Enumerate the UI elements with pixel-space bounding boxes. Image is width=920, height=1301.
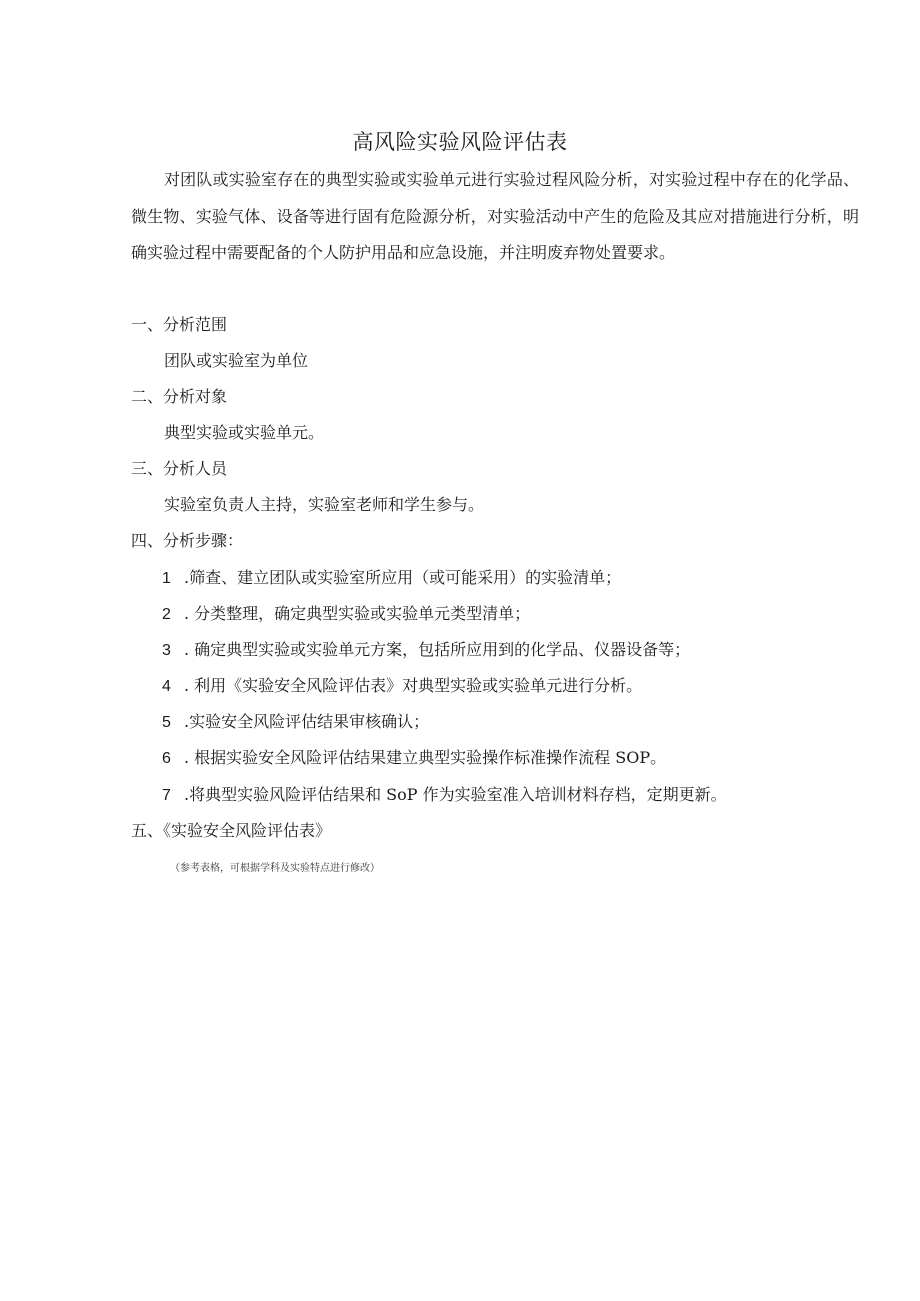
step-number: 7 [162,787,171,804]
step-item [162,675,642,698]
intro-paragraph: 对团队或实验室存在的典型实验或实验单元进行实验过程风险分析，对实验过程中存在的化学品、微生物、实验气体、设备等进行固有危险源分析，对实验活动中产生的危险及其应对措施进行分析，明确实验过程中需要配备的个人防护用品和应急设施，并注明废弃物处置要求。 [131,170,859,262]
section-body-object: 典型实验或实验单元。 [164,423,325,442]
reference-note: （参考表格，可根据学科及实验特点进行修改） [170,863,380,874]
step-number: 5 [162,714,171,731]
step-text: .筛查、建立团队或实验室所应用（或可能采用）的实验清单； [184,568,622,587]
step-item [162,567,621,590]
section-heading-object: 二、分析对象 [131,387,228,406]
step-number: 6 [162,750,171,767]
step-text: . 利用《实验安全风险评估表》对典型实验或实验单元进行分析。 [184,676,643,695]
step-text: . 分类整理，确定典型实验或实验单元类型清单； [184,604,531,623]
section-heading-scope: 一、分析范围 [131,315,228,334]
step-text: .实验安全风险评估结果审核确认； [184,712,430,731]
step-text: .将典型实验风险评估结果和 SoP 作为实验室准入培训材料存档，定期更新。 [184,785,727,804]
document-title: 高风险实验风险评估表 [352,130,568,154]
step-item [162,603,530,626]
step-number: 3 [162,642,171,659]
step-item [162,747,666,770]
section-heading-personnel: 三、分析人员 [131,459,228,478]
section-heading-steps: 四、分析步骤： [131,531,244,550]
step-text: . 确定典型实验或实验单元方案，包括所应用到的化学品、仪器设备等； [184,640,691,659]
step-item [162,711,429,734]
step-item [162,639,690,662]
section-body-scope: 团队或实验室为单位 [164,351,309,370]
step-number: 2 [162,606,171,623]
step-text: . 根据实验安全风险评估结果建立典型实验操作标准操作流程 SOP。 [184,748,667,767]
step-item [162,784,727,807]
step-number: 4 [162,678,171,695]
step-number: 1 [162,570,171,587]
section-heading-form: 五、《实验安全风险评估表》 [131,821,332,840]
section-body-personnel: 实验室负责人主持，实验室老师和学生参与。 [164,495,485,514]
